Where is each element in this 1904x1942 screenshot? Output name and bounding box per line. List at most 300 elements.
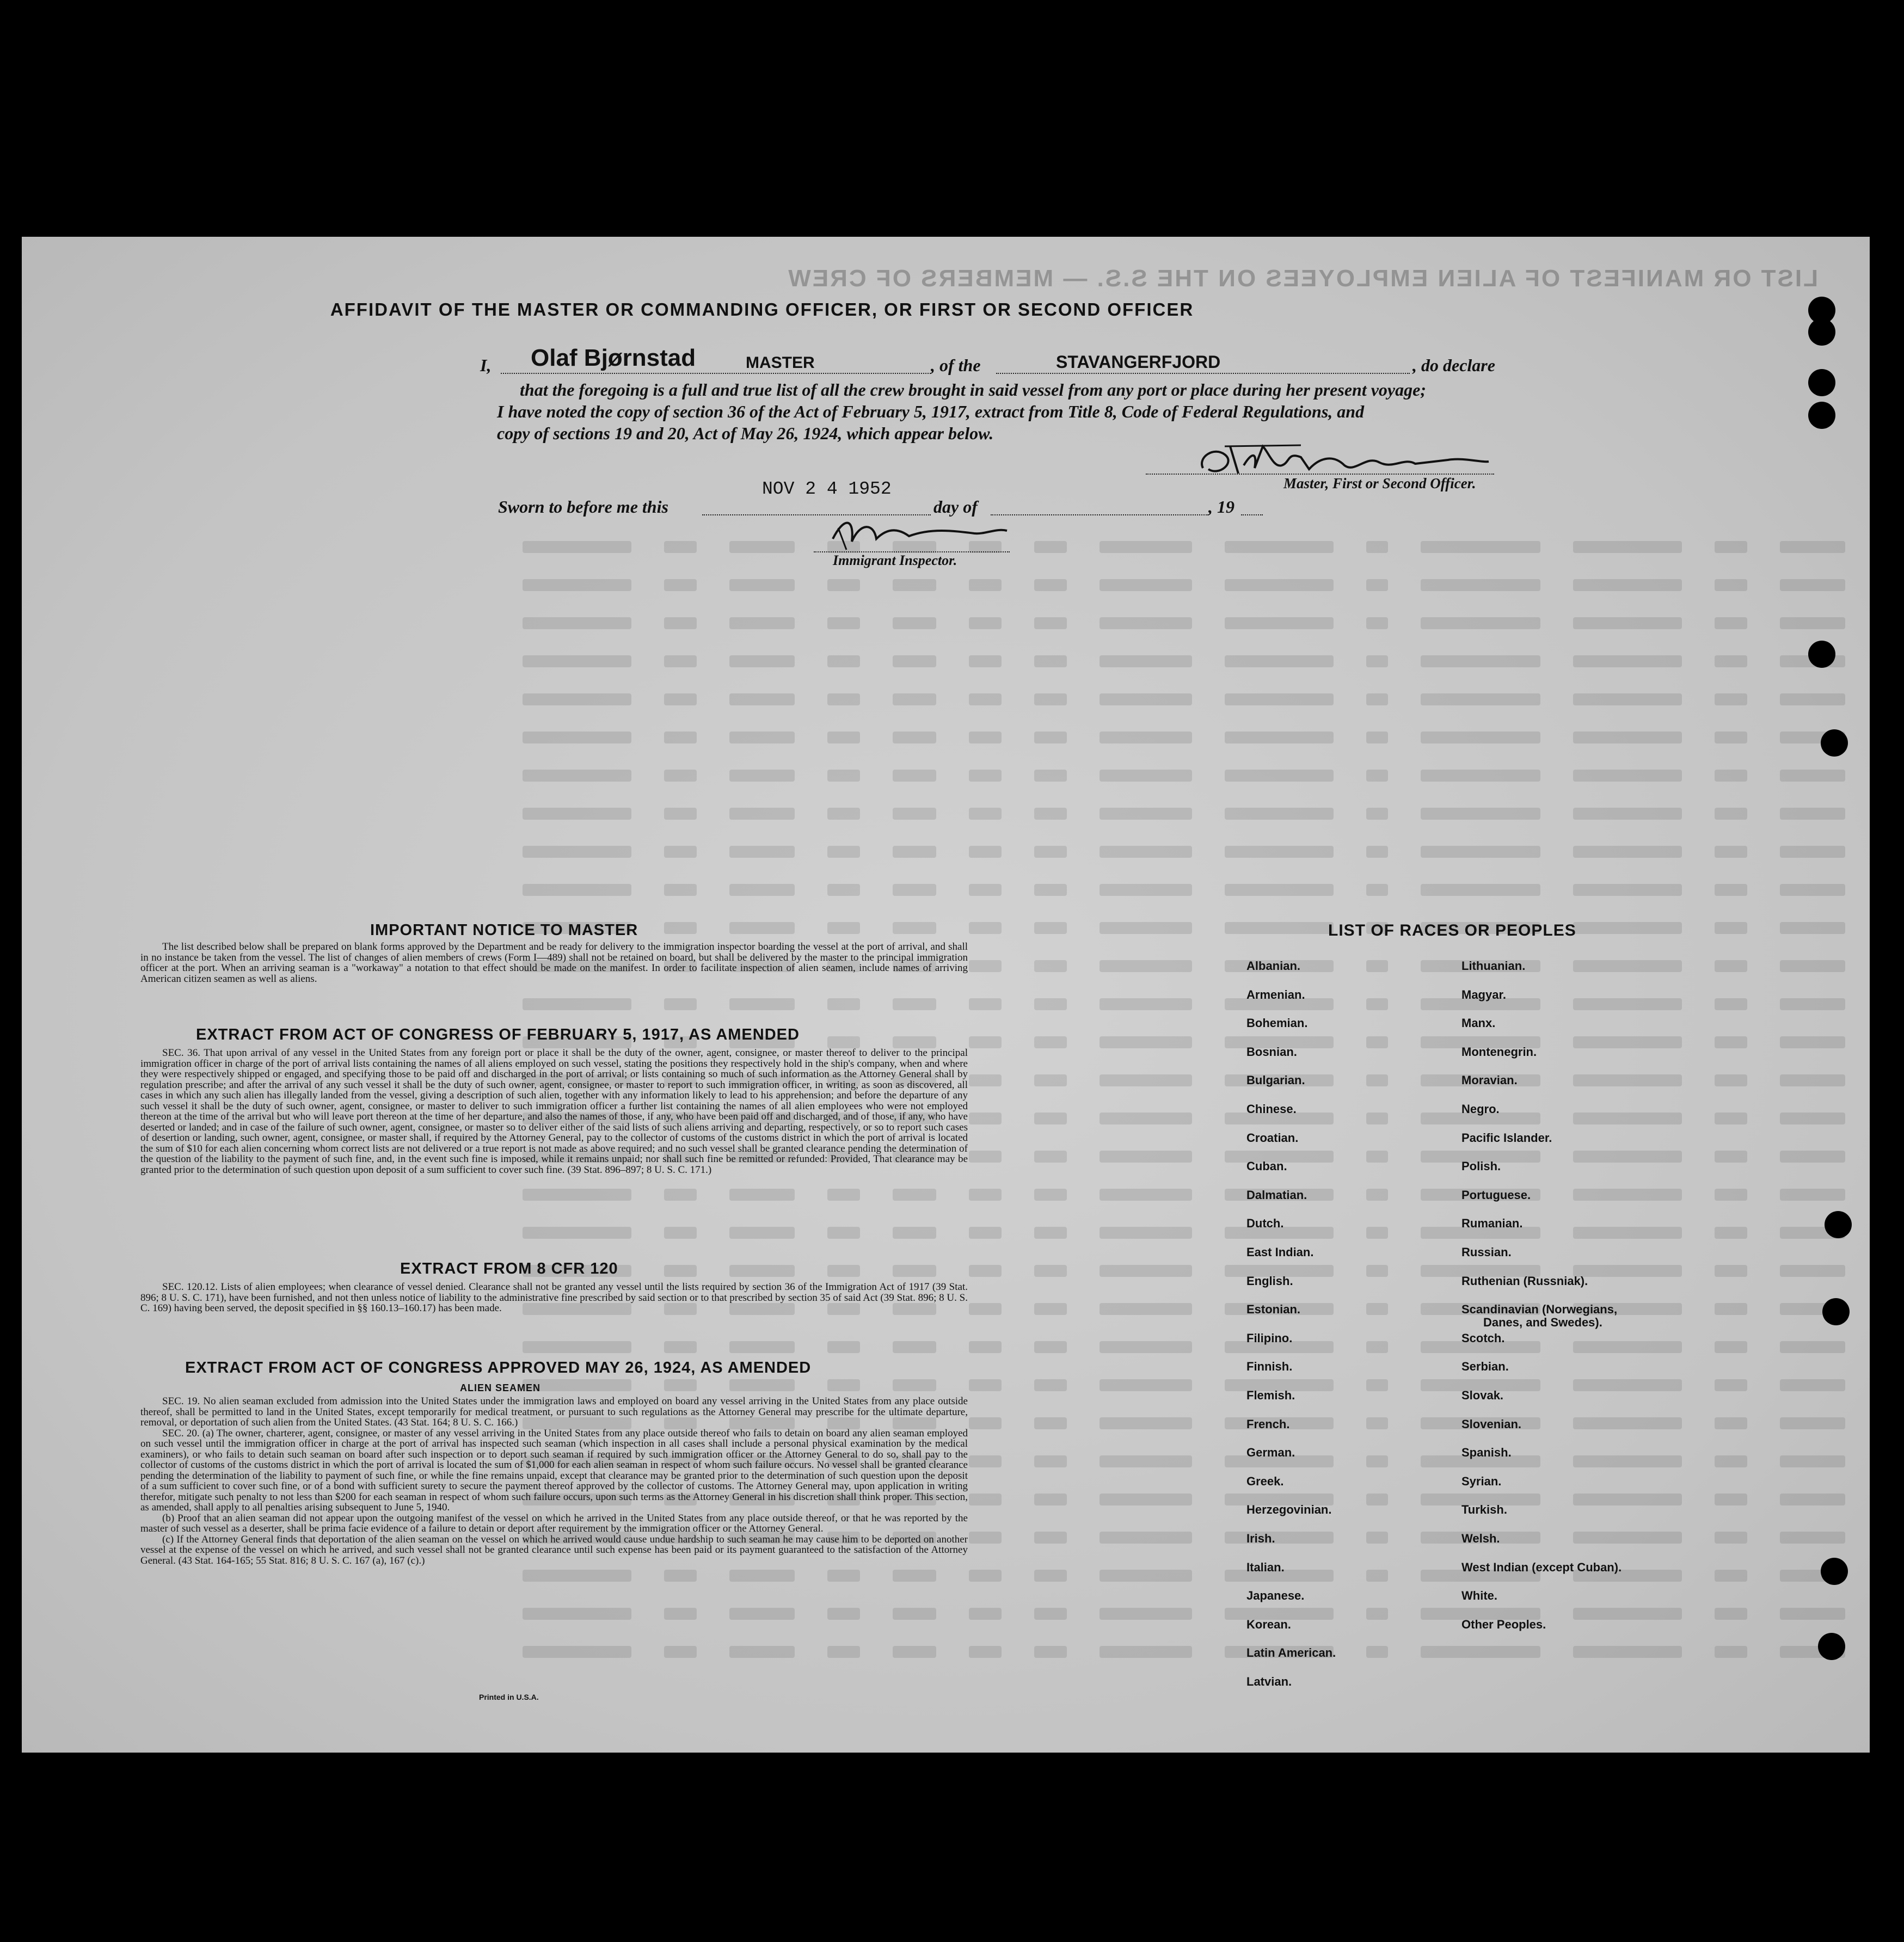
bleed-mark [664, 732, 697, 743]
bleed-row [218, 1331, 1845, 1363]
bleed-mark [969, 1303, 1002, 1315]
bleed-mark [969, 693, 1002, 705]
bleed-mark [969, 732, 1002, 743]
bleed-mark [969, 1646, 1002, 1658]
bleed-mark [827, 922, 860, 934]
bleed-mark [1715, 770, 1747, 782]
bleed-mark [1780, 1113, 1845, 1124]
bleed-mark [1421, 655, 1540, 667]
bleed-mark [1100, 655, 1192, 667]
bleed-mark [1034, 579, 1067, 591]
do-declare-label: , do declare [1412, 355, 1495, 375]
bleed-mark [664, 1265, 697, 1277]
bleed-mark [1034, 1455, 1067, 1467]
bleed-row [218, 1636, 1845, 1668]
bleed-mark [1100, 1074, 1192, 1086]
race-item: Latvian. [1246, 1675, 1292, 1688]
bleed-mark [1573, 1265, 1682, 1277]
vessel-name: STAVANGERFJORD [1056, 352, 1221, 372]
bleed-mark [1573, 1151, 1682, 1163]
race-item: Irish. [1246, 1532, 1275, 1545]
race-item: Portuguese. [1461, 1188, 1531, 1202]
race-item: Turkish. [1461, 1503, 1507, 1517]
bleed-mark [1715, 1494, 1747, 1505]
race-item: Welsh. [1461, 1532, 1500, 1545]
bleed-mark [1573, 693, 1682, 705]
bleed-mark [1100, 884, 1192, 896]
name-rule [501, 373, 931, 374]
bleed-mark [1715, 922, 1747, 934]
extract-cfr-text [140, 1282, 968, 1314]
bleed-mark [729, 1646, 795, 1658]
bleed-mark [1225, 732, 1334, 743]
bleed-mark [523, 579, 631, 591]
affidavit-line-2: that the foregoing is a full and true list of all the crew brought in said vessel from any port or place during her present voyage; [520, 380, 1426, 400]
bleed-mark [1715, 1036, 1747, 1048]
bleed-mark [1034, 1532, 1067, 1544]
bleed-mark [1780, 1417, 1845, 1429]
notice-text [140, 942, 968, 984]
bleed-mark [664, 1227, 697, 1239]
affidavit-title: AFFIDAVIT OF THE MASTER OR COMMANDING OFFICER, OR FIRST OR SECOND OFFICER [330, 299, 1194, 319]
punch-hole [1825, 1211, 1852, 1238]
bleed-mark [523, 541, 631, 553]
bleed-mark [1366, 998, 1388, 1010]
bleed-mark [1034, 1074, 1067, 1086]
bleed-mark [969, 846, 1002, 858]
bleed-mark [1715, 846, 1747, 858]
bleed-mark [893, 617, 936, 629]
bleed-mark [893, 579, 936, 591]
bleed-mark [1573, 1036, 1682, 1048]
bleed-mark [1100, 1151, 1192, 1163]
bleed-mark [1780, 1036, 1845, 1048]
bleed-mark [1034, 808, 1067, 820]
bleed-mark [1715, 693, 1747, 705]
bleed-mark [1715, 541, 1747, 553]
bleed-mark [1573, 808, 1682, 820]
bleed-mark [1366, 1646, 1388, 1658]
bleed-mark [729, 1189, 795, 1201]
extract-1924-heading: EXTRACT FROM ACT OF CONGRESS APPROVED MAY 26, 1924, AS AMENDED [185, 1359, 812, 1376]
bleed-mark [893, 884, 936, 896]
bleed-mark [1421, 770, 1540, 782]
bleed-mark [893, 655, 936, 667]
bleed-mark [1366, 541, 1388, 553]
race-item: Chinese. [1246, 1102, 1297, 1116]
bleed-mark [827, 770, 860, 782]
bleed-mark [1100, 1455, 1192, 1467]
bleed-mark [729, 1379, 795, 1391]
race-item: Armenian. [1246, 987, 1305, 1001]
bleed-mark [969, 1189, 1002, 1201]
bleed-mark [1100, 1379, 1192, 1391]
bleed-mark [664, 1189, 697, 1201]
bleed-mark [1100, 1036, 1192, 1048]
bleed-mark [1100, 693, 1192, 705]
bleed-row [218, 569, 1845, 601]
race-item: Dalmatian. [1246, 1188, 1307, 1202]
bleed-mark [1421, 617, 1540, 629]
year-label: , 19 [1208, 497, 1234, 517]
bleed-mark [523, 1189, 631, 1201]
bleed-mark [1366, 655, 1388, 667]
bleed-mark [729, 617, 795, 629]
race-item: Pacific Islander. [1461, 1130, 1552, 1145]
punch-hole [1808, 369, 1835, 396]
punch-hole [1808, 402, 1835, 429]
bleed-mark [1573, 1341, 1682, 1353]
bleed-mark [969, 617, 1002, 629]
bleed-mark [1034, 1494, 1067, 1505]
bleed-mark [729, 1570, 795, 1582]
notice-heading: IMPORTANT NOTICE TO MASTER [370, 921, 638, 939]
bleed-mark [664, 770, 697, 782]
bleed-mark [1034, 922, 1067, 934]
bleed-row [218, 835, 1845, 868]
bleed-mark [1366, 1074, 1388, 1086]
bleed-mark [1366, 1113, 1388, 1124]
bleed-mark [1366, 693, 1388, 705]
bleed-mark [1715, 617, 1747, 629]
bleed-mark [1421, 1646, 1540, 1658]
bleed-mark [1225, 808, 1334, 820]
bleed-mark [1780, 770, 1845, 782]
bleed-mark [1715, 1417, 1747, 1429]
race-item: Rumanian. [1461, 1216, 1523, 1231]
bleed-mark [1573, 884, 1682, 896]
bleed-mark [1034, 1227, 1067, 1239]
race-item: Cuban. [1246, 1159, 1287, 1173]
bleed-mark [1780, 1494, 1845, 1505]
bleed-mark [1573, 1532, 1682, 1544]
bleed-mark [1780, 884, 1845, 896]
race-item: English. [1246, 1274, 1293, 1288]
bleed-mark [664, 846, 697, 858]
bleed-row [218, 531, 1845, 563]
race-item: Danes, and Swedes). [1483, 1316, 1602, 1330]
bleed-mark [1366, 960, 1388, 972]
bleed-mark [1034, 617, 1067, 629]
bleed-mark [1100, 579, 1192, 591]
bleed-mark [523, 846, 631, 858]
bleed-mark [1225, 1532, 1334, 1544]
bleed-mark [1715, 960, 1747, 972]
bleed-mark [1366, 732, 1388, 743]
bleed-mark [969, 1074, 1002, 1086]
bleed-mark [1366, 1494, 1388, 1505]
bleed-mark [1715, 1227, 1747, 1239]
bleed-mark [969, 1341, 1002, 1353]
bleed-mark [827, 1379, 860, 1391]
punch-hole [1821, 1558, 1848, 1585]
bleed-mark [969, 998, 1002, 1010]
bleed-mark [1100, 541, 1192, 553]
bleed-mark [1366, 1189, 1388, 1201]
bleed-mark [1366, 617, 1388, 629]
race-item: Scandinavian (Norwegians, [1461, 1302, 1618, 1317]
bleed-mark [1573, 998, 1682, 1010]
bleed-mark [969, 1570, 1002, 1582]
bleed-mark [969, 1036, 1002, 1048]
bleed-mark [1573, 770, 1682, 782]
bleed-mark [1421, 732, 1540, 743]
bleed-mark [523, 1227, 631, 1239]
bleed-mark [1715, 1189, 1747, 1201]
bleed-mark [1100, 1341, 1192, 1353]
bleed-mark [969, 770, 1002, 782]
bleed-mark [523, 617, 631, 629]
punch-hole [1818, 1633, 1845, 1660]
bleed-through-header: LIST OR MANIFEST OF ALIEN EMPLOYEES ON THE S.S. — MEMBERS OF CREW [787, 265, 1818, 292]
race-item: Syrian. [1461, 1474, 1502, 1488]
affidavit-line-3: I have noted the copy of section 36 of the Act of February 5, 1917, extract from Title 8, Code of Federal Regulations, and [497, 402, 1365, 421]
bleed-mark [827, 1341, 860, 1353]
punch-hole [1808, 318, 1835, 346]
bleed-mark [1780, 1455, 1845, 1467]
bleed-mark [827, 617, 860, 629]
bleed-mark [1100, 770, 1192, 782]
race-item: Croatian. [1246, 1130, 1299, 1145]
bleed-mark [1573, 579, 1682, 591]
bleed-row [218, 645, 1845, 678]
bleed-mark [969, 1417, 1002, 1429]
extract-1917-heading: EXTRACT FROM ACT OF CONGRESS OF FEBRUARY 5, 1917, AS AMENDED [196, 1026, 800, 1043]
bleed-mark [827, 998, 860, 1010]
notice-paragraph: The list described below shall be prepared on blank forms approved by the Department and be ready for delivery to the immigration inspector boarding the vessel at the port of arrival, and shall in no instance be taken from the vessel. The list of changes of alien members of crews (Form I—489) shall not be retained on board, but shall be delivered by the master to the principal immigration officer at the port. When an arriving seaman is a "workaway" a notation to that effect should be made on the manifest. In order to facilitate inspection of alien seamen, include names of arriving American citizen seamen as well as aliens. [140, 941, 968, 985]
race-item: Lithuanian. [1461, 959, 1526, 973]
bleed-mark [969, 1265, 1002, 1277]
bleed-mark [1573, 732, 1682, 743]
race-item: Serbian. [1461, 1360, 1509, 1374]
bleed-mark [827, 846, 860, 858]
bleed-mark [1225, 922, 1334, 934]
bleed-mark [1573, 1608, 1682, 1620]
bleed-mark [1715, 884, 1747, 896]
bleed-mark [1366, 1036, 1388, 1048]
race-item: Slovak. [1461, 1388, 1504, 1402]
bleed-mark [1421, 541, 1540, 553]
bleed-mark [729, 998, 795, 1010]
sworn-year-rule [1241, 514, 1263, 515]
sworn-month-rule [991, 514, 1208, 515]
bleed-mark [1100, 960, 1192, 972]
bleed-mark [893, 998, 936, 1010]
section-20b-paragraph: (b) Proof that an alien seaman did not appear upon the outgoing manifest of the vessel on which he arrived in the United States from any place outside thereof, or that he was reported by the master of such vessel as a deserter, shall be prima facie evidence of a failure to detain or deport after requirement by the immigration officer or the Attorney General. [140, 1512, 968, 1534]
race-item: Korean. [1246, 1617, 1291, 1631]
bleed-mark [1715, 1608, 1747, 1620]
race-item: Montenegrin. [1461, 1044, 1537, 1059]
bleed-mark [1780, 1608, 1845, 1620]
bleed-mark [827, 1570, 860, 1582]
bleed-mark [893, 1379, 936, 1391]
bleed-mark [969, 1608, 1002, 1620]
extract-cfr-heading: EXTRACT FROM 8 CFR 120 [400, 1260, 618, 1277]
bleed-mark [1780, 1265, 1845, 1277]
day-of-label: day of [933, 497, 978, 517]
bleed-mark [1573, 1113, 1682, 1124]
bleed-mark [1100, 998, 1192, 1010]
bleed-mark [893, 693, 936, 705]
bleed-mark [1366, 1227, 1388, 1239]
bleed-mark [1034, 732, 1067, 743]
bleed-mark [1573, 846, 1682, 858]
bleed-mark [1225, 617, 1334, 629]
bleed-mark [1366, 884, 1388, 896]
bleed-mark [1034, 1417, 1067, 1429]
bleed-mark [1715, 1646, 1747, 1658]
bleed-mark [1715, 1532, 1747, 1544]
extract-cfr-paragraph: SEC. 120.12. Lists of alien employees; when clearance of vessel denied. Clearance shall not be granted any vessel until the lists required by section 36 of the Immigration Act of 1917 (39 Stat. 896; 8 U. S. C. 171), have been furnished, and not then unless notice of liability to the administrative fine prescribed by said section or to that prescribed by section 35 of said Act (39 Stat. 896; 8 U. S. C. 169) having been served, the deposit specified in §§ 160.13–160.17) has been made. [140, 1281, 968, 1314]
bleed-mark [523, 1646, 631, 1658]
bleed-mark [1573, 1227, 1682, 1239]
bleed-mark [1421, 884, 1540, 896]
bleed-mark [1715, 732, 1747, 743]
bleed-mark [1034, 1151, 1067, 1163]
bleed-mark [523, 732, 631, 743]
bleed-mark [1034, 1036, 1067, 1048]
bleed-mark [1780, 693, 1845, 705]
bleed-mark [1780, 579, 1845, 591]
bleed-mark [1780, 998, 1845, 1010]
bleed-mark [1573, 960, 1682, 972]
bleed-mark [1034, 1341, 1067, 1353]
bleed-mark [1780, 1341, 1845, 1353]
races-heading: LIST OF RACES OR PEOPLES [1328, 921, 1576, 939]
bleed-mark [827, 1646, 860, 1658]
bleed-mark [1715, 1074, 1747, 1086]
bleed-mark [969, 922, 1002, 934]
bleed-mark [523, 884, 631, 896]
inspector-caption: Immigrant Inspector. [833, 552, 957, 568]
bleed-mark [1715, 1379, 1747, 1391]
bleed-mark [523, 655, 631, 667]
race-item: Latin American. [1246, 1646, 1336, 1660]
bleed-mark [969, 1379, 1002, 1391]
bleed-mark [1034, 1646, 1067, 1658]
bleed-mark [893, 1189, 936, 1201]
race-item: Japanese. [1246, 1589, 1305, 1603]
bleed-mark [893, 808, 936, 820]
bleed-mark [664, 541, 697, 553]
race-item: Albanian. [1246, 959, 1301, 973]
bleed-mark [1034, 846, 1067, 858]
section-20c-paragraph: (c) If the Attorney General finds that deportation of the alien seaman on the vessel on which he arrived would cause undue hardship to such seaman he may cause him to be deported on another vessel at the expense of the vessel on which he arrived, and such vessel shall not be granted clearance until such expense has been paid or its payment guaranteed to the satisfaction of the Attorney General. (43 Stat. 164-165; 55 Stat. 816; 8 U. S. C. 167 (a), 167 (c).) [140, 1533, 968, 1566]
vessel-rule [996, 373, 1410, 374]
bleed-mark [1715, 1341, 1747, 1353]
bleed-mark [1780, 808, 1845, 820]
bleed-mark [827, 1227, 860, 1239]
bleed-mark [1573, 655, 1682, 667]
bleed-mark [1225, 693, 1334, 705]
extract-1924-text [140, 1396, 968, 1566]
bleed-mark [1366, 808, 1388, 820]
bleed-mark [1034, 1608, 1067, 1620]
race-item: Dutch. [1246, 1216, 1284, 1231]
section-20a-paragraph: SEC. 20. (a) The owner, charterer, agent, consignee, or master of any vessel arriving in the United States from any place outside thereof who fails to detain on board any alien seaman employed on such vessel until the immigration officer in charge at the port of arrival has inspected such seaman (which inspection in all cases shall include a personal physical examination by the medical examiners), or who fails to detain such seaman on board after such inspection or to deport such seaman if required by such immigration officer or the Attorney General to do so, shall pay to the collector of customs of the customs district in which the port of arrival is located the sum of $1,000 for each alien seaman in respect of whom such failure occurs. No vessel shall be granted clearance pending the determination of the liability to payment of such fine, or while the fine remains unpaid, except that clearance may be granted prior to the determination of such question upon the deposit of a sum sufficient to cover such fine, or of a bond with sufficient surety to secure the payment thereof approved by the collector of customs. The Attorney General may, upon application in writing therefor, mitigate such penalty to not less than $200 for each seaman in respect of whom such failure occurs, upon such terms as the Attorney General in his discretion shall think proper. This section, as amended, shall apply to all penalties arising subsequent to June 5, 1940. [140, 1427, 968, 1513]
section-19-paragraph: SEC. 19. No alien seaman excluded from admission into the United States under the immigration laws and employed on board any vessel arriving in the United States from any place outside thereof, shall be permitted to land in the United States, except temporarily for medical treatment, or pursuant to such regulations as the Attorney General may prescribe for the ultimate departure, removal, or deportation of such alien from the United States. (43 Stat. 164; 8 U. S. C. 166.) [140, 1396, 968, 1428]
bleed-mark [1100, 1417, 1192, 1429]
inspector-signature [822, 512, 1018, 555]
bleed-mark [1715, 1455, 1747, 1467]
bleed-mark [827, 579, 860, 591]
bleed-mark [729, 1608, 795, 1620]
bleed-mark [893, 1341, 936, 1353]
master-rank: MASTER [746, 354, 815, 372]
bleed-mark [523, 998, 631, 1010]
bleed-mark [893, 846, 936, 858]
bleed-mark [664, 808, 697, 820]
bleed-mark [1573, 1455, 1682, 1467]
bleed-mark [969, 884, 1002, 896]
bleed-mark [729, 579, 795, 591]
bleed-mark [1225, 655, 1334, 667]
bleed-mark [1780, 1074, 1845, 1086]
bleed-mark [893, 1646, 936, 1658]
bleed-mark [1100, 1608, 1192, 1620]
bleed-mark [1573, 617, 1682, 629]
bleed-mark [1780, 1379, 1845, 1391]
bleed-row [218, 1216, 1845, 1249]
bleed-mark [827, 732, 860, 743]
bleed-mark [664, 998, 697, 1010]
bleed-mark [1715, 1113, 1747, 1124]
bleed-mark [1034, 1570, 1067, 1582]
bleed-mark [664, 579, 697, 591]
bleed-mark [1421, 693, 1540, 705]
bleed-mark [523, 1570, 631, 1582]
bleed-mark [1780, 617, 1845, 629]
bleed-mark [1100, 1494, 1192, 1505]
printed-in-usa: Printed in U.S.A. [479, 1693, 539, 1701]
punch-hole [1821, 729, 1848, 757]
bleed-mark [969, 808, 1002, 820]
race-item: Magyar. [1461, 987, 1506, 1001]
bleed-mark [969, 1227, 1002, 1239]
race-item: White. [1461, 1589, 1497, 1603]
bleed-mark [1034, 693, 1067, 705]
alien-seamen-heading: ALIEN SEAMEN [460, 1382, 541, 1393]
affidavit-i-label: I, [480, 355, 492, 375]
race-item: Scotch. [1461, 1331, 1505, 1345]
bleed-mark [827, 1608, 860, 1620]
bleed-mark [1100, 1646, 1192, 1658]
document-page [22, 237, 1870, 1753]
bleed-mark [1573, 922, 1682, 934]
bleed-mark [1573, 1646, 1682, 1658]
bleed-mark [1034, 1189, 1067, 1201]
bleed-mark [664, 1570, 697, 1582]
bleed-mark [729, 770, 795, 782]
bleed-mark [1034, 541, 1067, 553]
bleed-mark [969, 1151, 1002, 1163]
bleed-mark [523, 1341, 631, 1353]
race-item: Bohemian. [1246, 1016, 1308, 1030]
bleed-mark [729, 808, 795, 820]
bleed-mark [893, 1608, 936, 1620]
race-item: Bulgarian. [1246, 1073, 1305, 1087]
extract-1917-paragraph: SEC. 36. That upon arrival of any vessel in the United States from any foreign port or place it shall be the duty of the owner, agent, consignee, or master thereof to deliver to the principal immigration officer in charge of the port of arrival lists containing the names of all aliens employed on such vessel, stating the positions they respectively hold in the ship's company, when and where they were respectively shipped or engaged, and specifying those to be paid off and discharged in the port of arrival; or lists containing so much of such information as the Attorney General shall by regulation prescribe; and after the arrival of any such vessel it shall be the duty of such owner, agent, consignee, or master to report to such immigration officer, in writing, as soon as discovered, all cases in which any such alien has illegally landed from the vessel, giving a description of such alien, together with any information likely to lead to his apprehension; and before the departure of any such vessel it shall be the duty of such owner, agent, consignee, or master to deliver to such immigration officer a further list containing the names of all alien employees who were not employed thereon at the time of the arrival but who will leave port thereon at the time of her departure, and also the names of those, if any, who have been paid off and discharged, and of those, if any, who have deserted or landed; and in case of the failure of such owner, agent, consignee, or master so to deliver either of the said lists of such aliens arriving and departing, respectively, or so to report such cases of desertion or landing, such owner, agent, consignee, or master shall, if required by the Attorney General, pay to the collector of customs of the customs district in which the port of arrival is located the sum of $10 for each alien concerning whom correct lists are not delivered or a true report is not made as above required; and no such vessel shall be granted clearance pending the determination of the question of the liability to the payment of such fine, and, in the event such fine is imposed, while it remains unpaid; nor shall such fine be remitted or refunded: Provided, That clearance may be granted prior to the determination of such question upon deposit of a sum sufficient to cover such fine. (39 Stat. 896–897; 8 U. S. C. 171.) [140, 1047, 968, 1176]
bleed-mark [1100, 808, 1192, 820]
punch-hole [1822, 1298, 1850, 1325]
bleed-mark [523, 770, 631, 782]
bleed-mark [1034, 1113, 1067, 1124]
bleed-mark [1573, 1417, 1682, 1429]
bleed-mark [1715, 1303, 1747, 1315]
bleed-mark [969, 655, 1002, 667]
bleed-mark [969, 1113, 1002, 1124]
bleed-mark [664, 617, 697, 629]
